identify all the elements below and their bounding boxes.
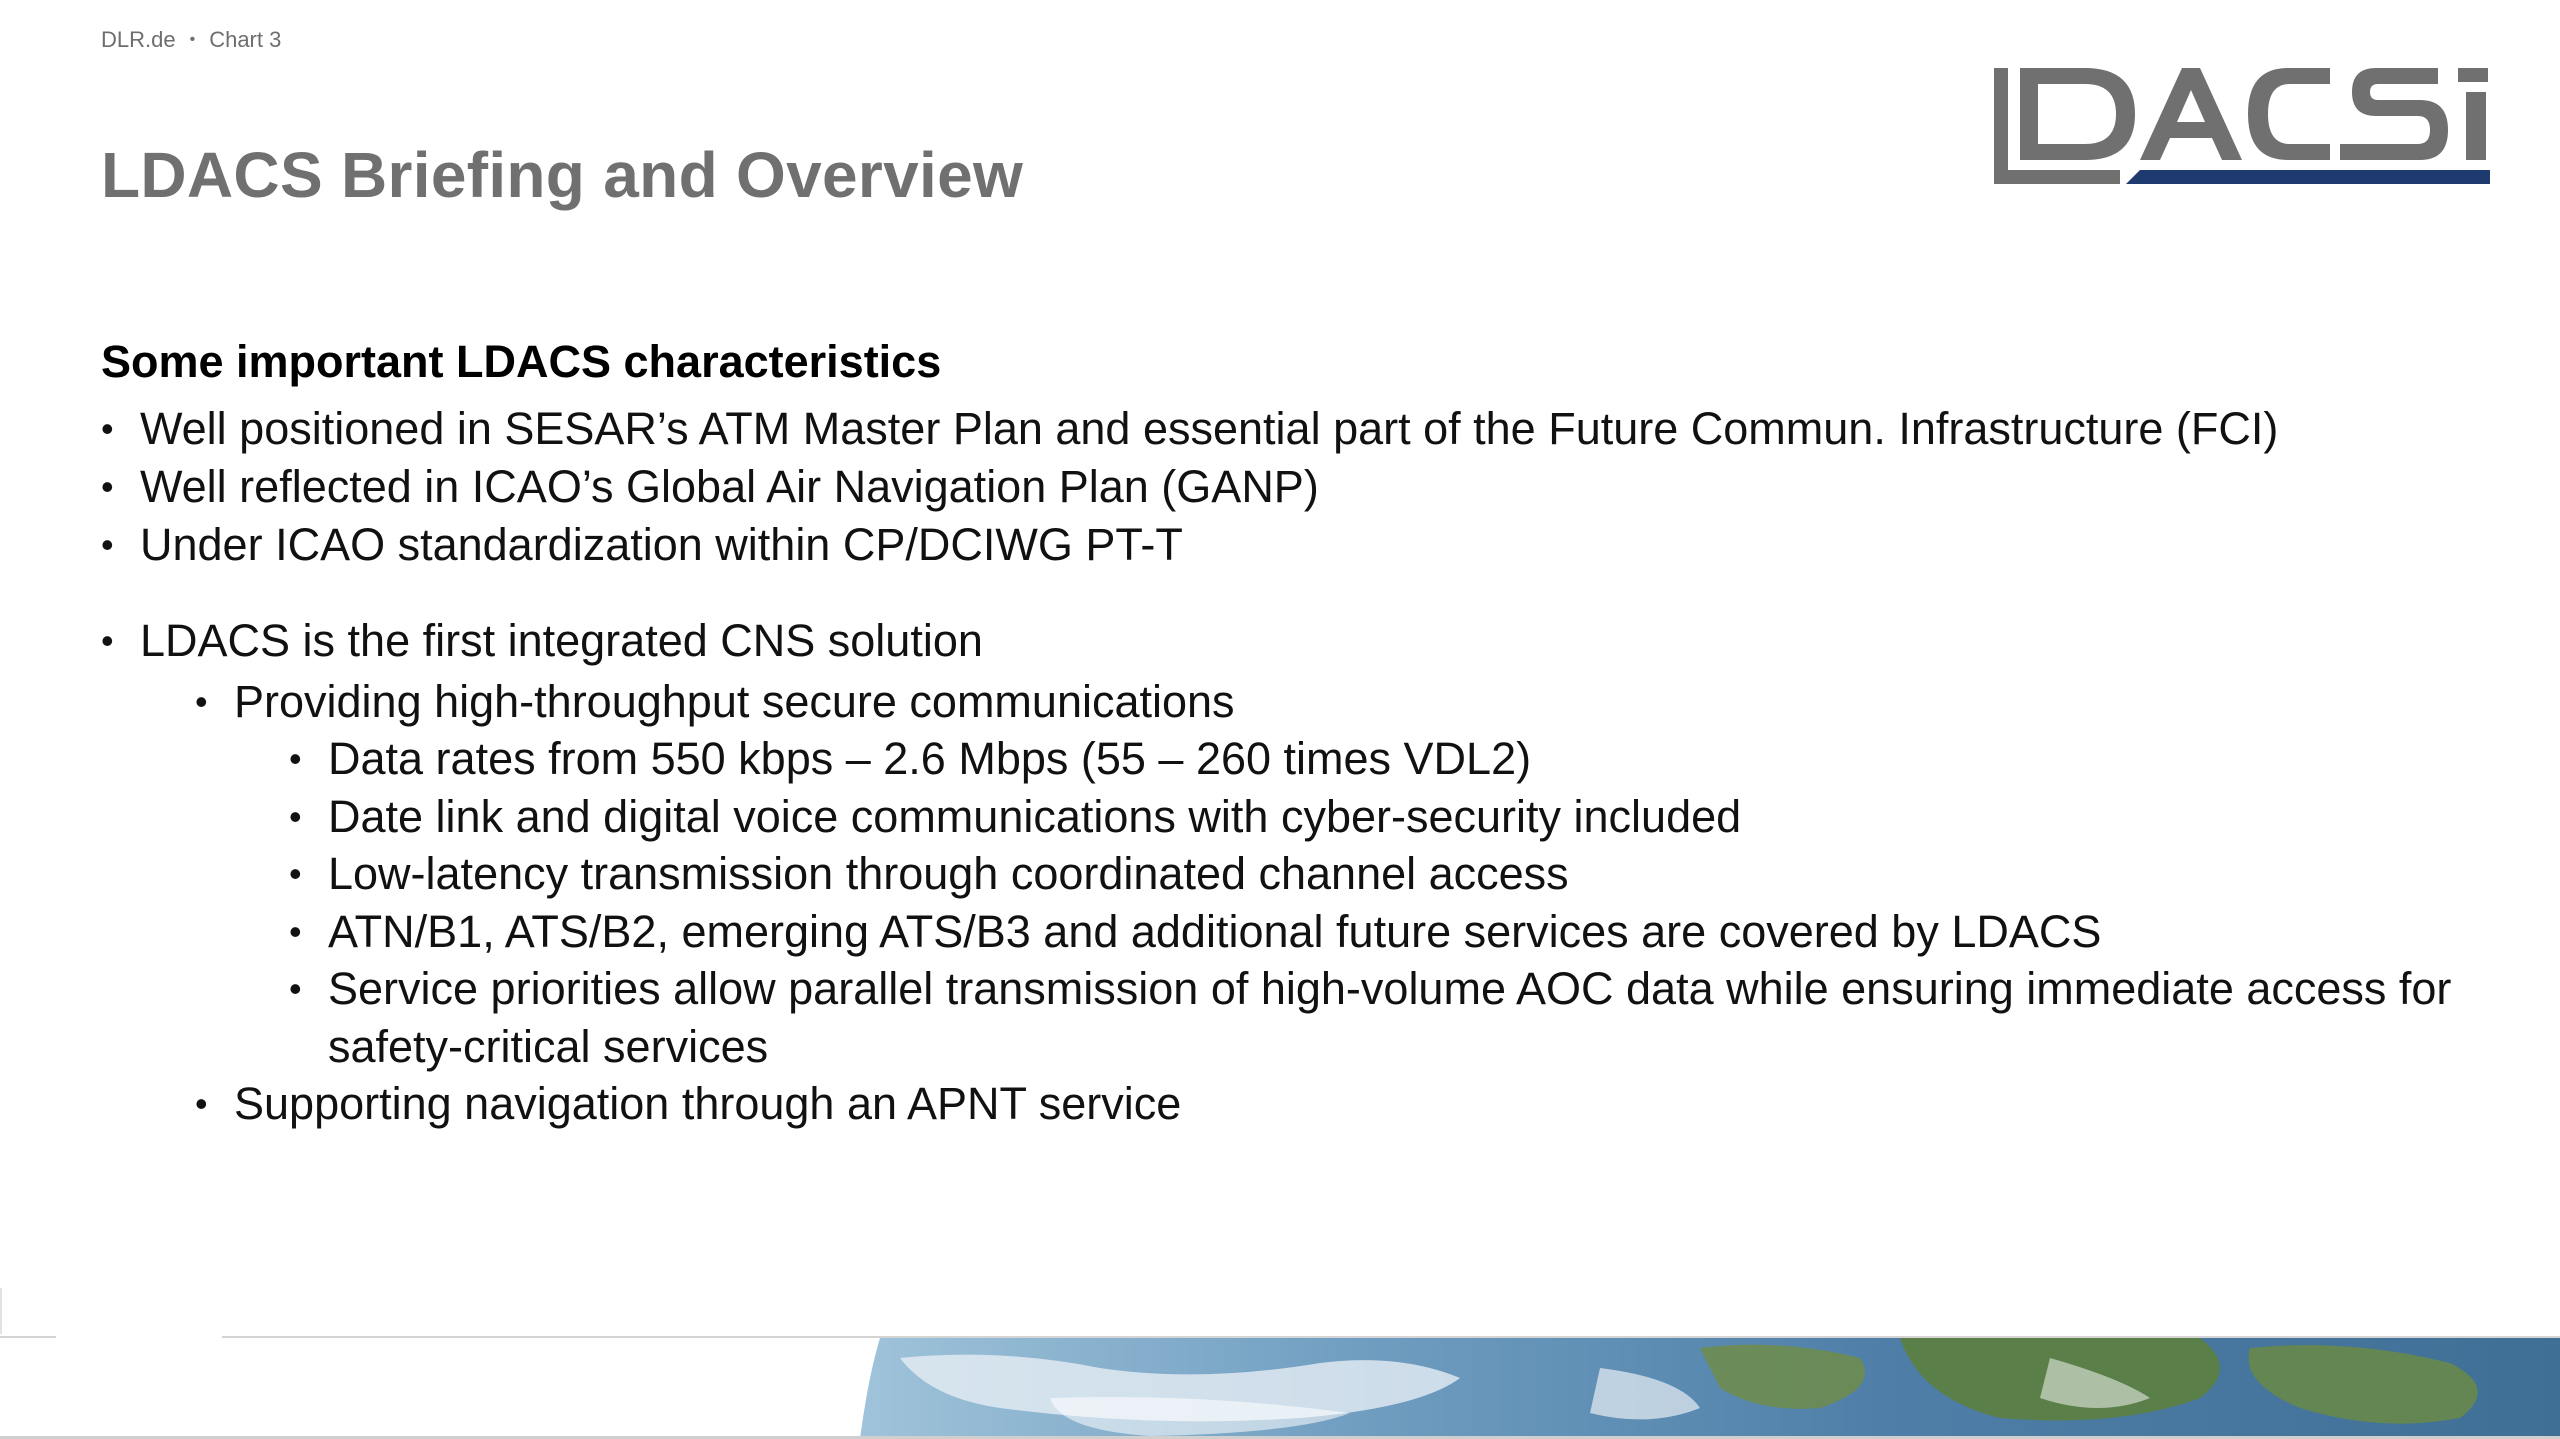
list-item [195, 673, 2481, 1075]
list-item: • Data rates from 550 kbps – 2.6 Mbps (55 – 260 times VDL2) [289, 730, 2481, 788]
ldacs-logo [1990, 62, 2494, 190]
section-heading: Some important LDACS characteristics [101, 336, 942, 387]
list-item: • Low-latency transmission through coordinated channel access [289, 845, 2481, 903]
list-item: • Well positioned in SESAR’s ATM Master Plan and essential part of the Future Commun. Infrastructure (FCI) [101, 400, 2481, 458]
list-item: • Well reflected in ICAO’s Global Air Navigation Plan (GANP) [101, 458, 2481, 516]
sublist [195, 673, 2481, 1132]
cns-solution-list [101, 608, 2481, 1132]
sub-sublist [289, 730, 2481, 1075]
footer-divider [0, 1288, 2, 1334]
list-item [101, 608, 2481, 1132]
breadcrumb-separator: • [189, 31, 196, 48]
page-title: LDACS Briefing and Overview [101, 139, 1024, 211]
earth-banner-image [0, 1338, 2560, 1439]
list-item: • Under ICAO standardization within CP/DCIWG PT-T [101, 516, 2481, 574]
list-item: • Service priorities allow parallel transmission of high-volume AOC data while ensuring immediate access for safety-critical services [289, 960, 2481, 1075]
list-item-label: LDACS is the first integrated CNS solution [140, 615, 983, 666]
list-item: • Date link and digital voice communications with cyber-security included [289, 788, 2481, 846]
characteristics-list [101, 400, 2481, 574]
list-item: • Supporting navigation through an APNT service [195, 1075, 2481, 1132]
list-item-label: Providing high-throughput secure communications [234, 676, 1235, 727]
breadcrumb-chart: Chart 3 [209, 27, 282, 52]
slide-content [101, 330, 2481, 1132]
breadcrumb-site[interactable]: DLR.de [101, 27, 176, 52]
breadcrumb [101, 27, 281, 53]
list-item: • ATN/B1, ATS/B2, emerging ATS/B3 and additional future services are covered by LDACS [289, 903, 2481, 961]
